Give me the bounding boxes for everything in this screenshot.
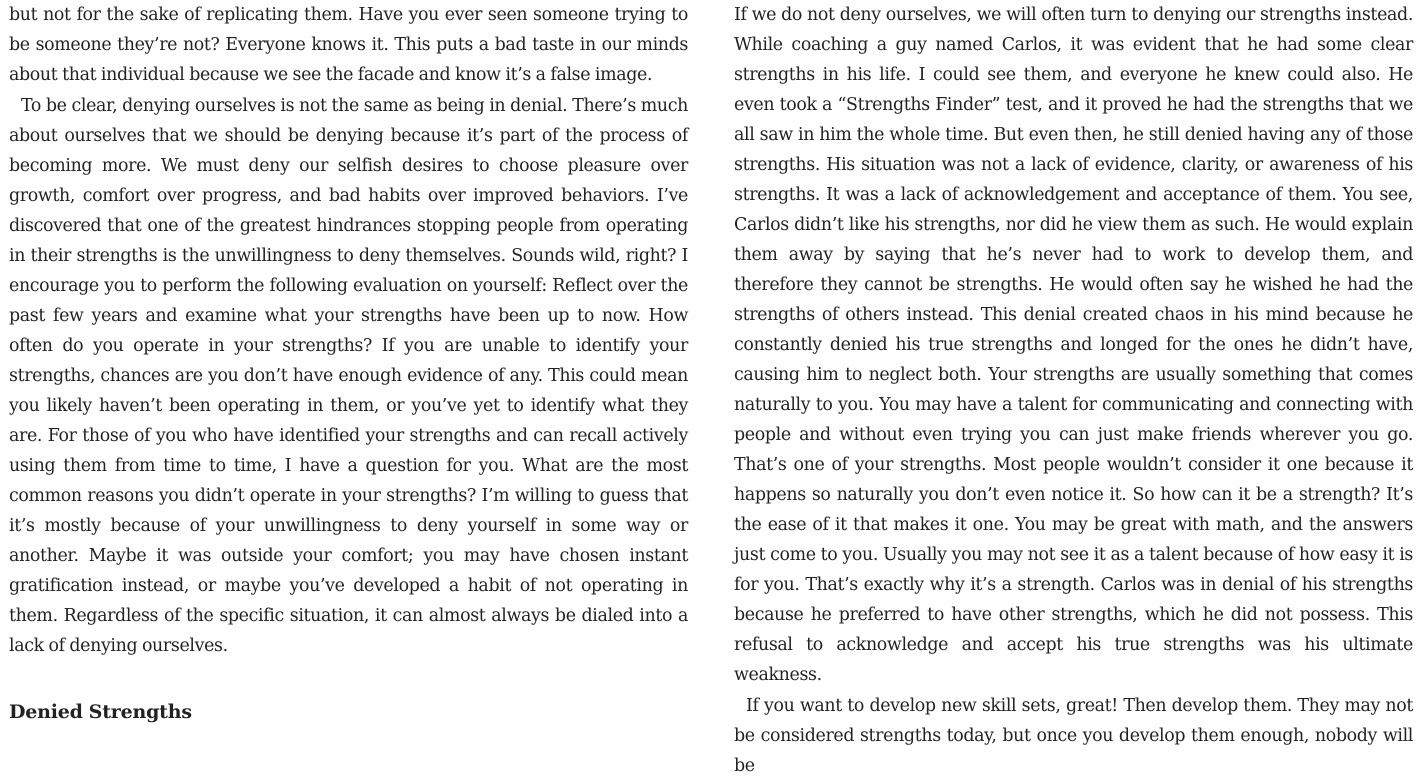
left-paragraph-1: but not for the sake of replicating them. Have you ever seen someone trying to be someone they’re not? Everyone knows it. This puts a bad taste in our minds about that individual because we see the facade and know it’s a false image. (9, 5, 688, 85)
right-column (734, 0, 1413, 781)
right-paragraph-1: If we do not deny ourselves, we will often turn to denying our strengths instead. While coaching a guy named Carlos, it was evident that he had some clear strengths in his life. I could see them, and everyone he knew could also. He even took a “Strengths Finder” test, and it proved he had the strengths that we all saw in him the whole time. But even then, he still denied having any of those strengths. His situation was not a lack of evidence, clarity, or awareness of his strengths. It was a lack of acknowledgement and acceptance of them. You see, Carlos didn’t like his strengths, nor did he view them as such. He would explain them away by saying that he’s never had to work to develop them, and therefore they cannot be strengths. He would often say he wished he had the strengths of others instead. This denial created chaos in his mind because he constantly denied his true strengths and longed for the ones he didn’t have, causing him to neglect both. Your strengths are usually something that comes naturally to you. You may have a talent for communicating and connecting with people and without even trying you can just make friends wherever you go. That’s one of your strengths. Most people wouldn’t consider it one because it happens so naturally you don’t even notice it. So how can it be a strength? It’s the ease of it that makes it one. You may be great with math, and the answers just come to you. Usually you may not see it as a talent because of how easy it is for you. That’s exactly why it’s a strength. Carlos was in denial of his strengths because he preferred to have other strengths, which he did not possess. This refusal to acknowledge and accept his true strengths was his ultimate weakness. (734, 5, 1413, 685)
left-column (9, 0, 688, 727)
section-heading: Denied Strengths (9, 701, 192, 723)
left-paragraph-2: To be clear, denying ourselves is not the same as being in denial. There’s much about ourselves that we should be denying because it’s part of the process of becoming more. We must deny our selfish desires to choose pleasure over growth, comfort over progress, and bad habits over improved behaviors. I’ve discovered that one of the greatest hindrances stopping people from operating in their strengths is the unwillingness to deny themselves. Sounds wild, right? I encourage you to perform the following evaluation on yourself: Reflect over the past few years and examine what your strengths have been up to now. How often do you operate in your strengths? If you are unable to identify your strengths, chances are you don’t have enough evidence of any. This could mean you likely haven’t been operating in them, or you’ve yet to identify what they are. For those of you who have identified your strengths and can recall actively using them from time to time, I have a question for you. What are the most common reasons you didn’t operate in your strengths? I’m willing to guess that it’s mostly because of your unwillingness to deny yourself in some way or another. Maybe it was outside your comfort; you may have chosen instant gratification instead, or maybe you’ve developed a habit of not operating in them. Regardless of the specific situation, it can almost always be dialed into a lack of denying ourselves. (9, 96, 688, 656)
right-paragraph-2: If you want to develop new skill sets, great! Then develop them. They may not be considered strengths today, but once you develop them enough, nobody will be (734, 696, 1413, 776)
